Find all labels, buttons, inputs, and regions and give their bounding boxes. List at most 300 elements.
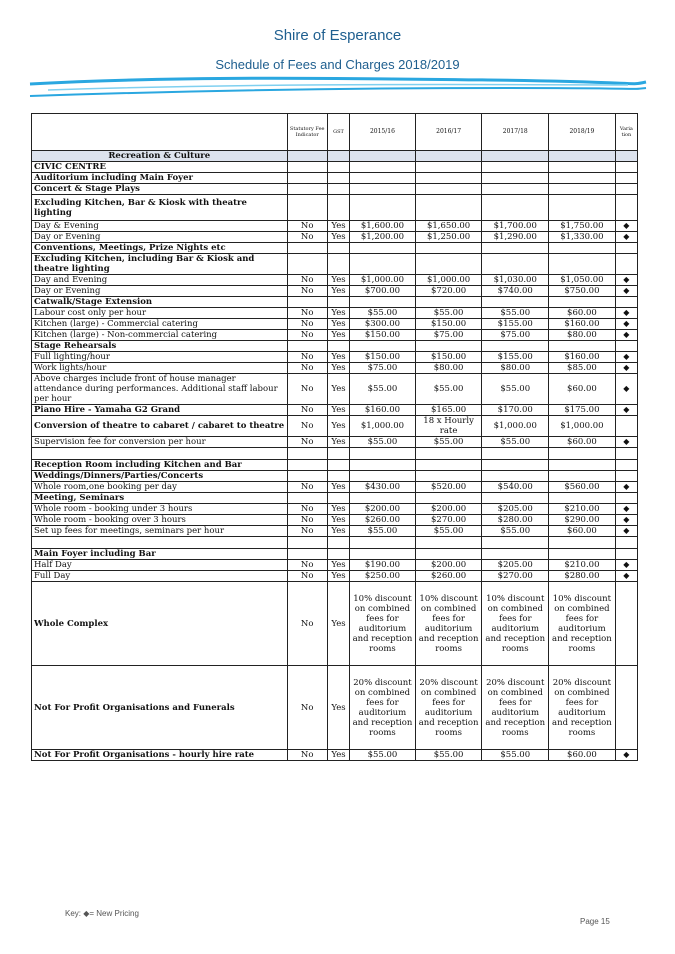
fee-2016-17: $1,650.00 [415,221,482,232]
fee-2016-17: $55.00 [415,308,482,319]
table-row [32,162,638,173]
empty-cell [415,243,482,254]
fee-2017-18: $75.00 [482,330,549,341]
empty-cell [350,151,416,162]
empty-cell [415,297,482,308]
empty-cell [287,549,327,560]
empty-cell [615,341,637,352]
empty-cell [327,151,349,162]
fee-2016-17: 20% discount on combined fees for auditorium and reception rooms [415,666,482,750]
fee-2015-16: $1,600.00 [350,221,416,232]
table-row [32,195,638,221]
variation-marker: ◆ [615,374,637,405]
empty-cell [482,243,549,254]
empty-cell [32,537,288,549]
fee-2018-19: $80.00 [549,330,616,341]
fee-2016-17: $55.00 [415,374,482,405]
empty-cell [615,297,637,308]
statutory-indicator: No [287,750,327,761]
table-row [32,254,638,275]
fee-2016-17: $75.00 [415,330,482,341]
row-heading: Conventions, Meetings, Prize Nights etc [32,243,288,254]
empty-cell [287,173,327,184]
fee-2016-17: $270.00 [415,515,482,526]
fee-2016-17: $200.00 [415,560,482,571]
statutory-indicator: No [287,437,327,448]
empty-cell [415,549,482,560]
empty-cell [287,537,327,549]
empty-cell [549,341,616,352]
variation-marker: ◆ [615,515,637,526]
page-number: Page 15 [580,917,610,926]
statutory-indicator: No [287,560,327,571]
fee-2015-16: $1,200.00 [350,232,416,243]
fee-2018-19: $280.00 [549,571,616,582]
variation-marker: ◆ [615,405,637,416]
fee-2017-18: $55.00 [482,374,549,405]
fee-2018-19: $750.00 [549,286,616,297]
fee-description: Full lighting/hour [32,352,288,363]
empty-cell [415,471,482,482]
statutory-indicator: No [287,416,327,437]
fee-2018-19: $210.00 [549,560,616,571]
fee-2018-19: 20% discount on combined fees for auditorium and reception rooms [549,666,616,750]
empty-cell [615,460,637,471]
header-swoosh-decoration [28,74,648,104]
table-row [32,471,638,482]
empty-cell [350,162,416,173]
fee-2017-18: $170.00 [482,405,549,416]
fee-description: Day and Evening [32,275,288,286]
fee-2015-16: $430.00 [350,482,416,493]
empty-cell [327,162,349,173]
empty-cell [549,173,616,184]
fee-2016-17: $165.00 [415,405,482,416]
fee-2018-19: $1,000.00 [549,416,616,437]
table-row [32,374,638,405]
table-row [32,173,638,184]
fee-2015-16: $160.00 [350,405,416,416]
fee-2017-18: $740.00 [482,286,549,297]
row-heading: Excluding Kitchen, Bar & Kiosk with theatre lighting [32,195,288,221]
empty-cell [615,537,637,549]
empty-cell [350,460,416,471]
fee-2016-17: $1,250.00 [415,232,482,243]
empty-cell [615,162,637,173]
fee-2016-17: $150.00 [415,319,482,330]
gst-indicator: Yes [327,363,349,374]
variation-marker: ◆ [615,363,637,374]
variation-marker: ◆ [615,330,637,341]
empty-cell [287,341,327,352]
fee-2016-17: $720.00 [415,286,482,297]
statutory-indicator: No [287,352,327,363]
gst-indicator: Yes [327,232,349,243]
fee-2017-18: $280.00 [482,515,549,526]
col-2018-19: 2018/19 [549,114,616,151]
table-row [32,243,638,254]
empty-cell [287,297,327,308]
fee-description: Day or Evening [32,232,288,243]
variation-marker: ◆ [615,560,637,571]
table-row [32,308,638,319]
fee-2017-18: $1,000.00 [482,416,549,437]
empty-cell [615,471,637,482]
gst-indicator: Yes [327,560,349,571]
empty-cell [615,173,637,184]
fee-2015-16: 10% discount on combined fees for auditorium and reception rooms [350,582,416,666]
empty-cell [350,537,416,549]
empty-cell [549,184,616,195]
gst-indicator: Yes [327,571,349,582]
empty-cell [350,173,416,184]
gst-indicator: Yes [327,437,349,448]
empty-cell [482,448,549,460]
empty-cell [327,195,349,221]
gst-indicator: Yes [327,482,349,493]
fee-2018-19: $60.00 [549,526,616,537]
empty-cell [327,448,349,460]
gst-indicator: Yes [327,330,349,341]
table-row [32,526,638,537]
variation-marker: ◆ [615,571,637,582]
fee-2017-18: $205.00 [482,560,549,571]
fee-2015-16: $190.00 [350,560,416,571]
table-row [32,232,638,243]
gst-indicator: Yes [327,750,349,761]
fee-2017-18: $540.00 [482,482,549,493]
fee-2015-16: $75.00 [350,363,416,374]
fee-2018-19: $1,750.00 [549,221,616,232]
table-row [32,504,638,515]
gst-indicator: Yes [327,582,349,666]
statutory-indicator: No [287,319,327,330]
row-heading: Reception Room including Kitchen and Bar [32,460,288,471]
table-row [32,549,638,560]
empty-cell [415,254,482,275]
variation-marker: ◆ [615,275,637,286]
gst-indicator: Yes [327,319,349,330]
empty-cell [287,493,327,504]
empty-cell [482,162,549,173]
fee-2016-17: $520.00 [415,482,482,493]
empty-cell [327,460,349,471]
fee-2015-16: $250.00 [350,571,416,582]
empty-cell [327,254,349,275]
empty-cell [615,195,637,221]
fee-description: Whole room,one booking per day [32,482,288,493]
empty-cell [327,493,349,504]
variation-marker: ◆ [615,308,637,319]
statutory-indicator: No [287,526,327,537]
empty-cell [549,448,616,460]
statutory-indicator: No [287,582,327,666]
variation-marker: ◆ [615,750,637,761]
fee-2015-16: $1,000.00 [350,275,416,286]
gst-indicator: Yes [327,221,349,232]
empty-cell [287,162,327,173]
table-row [32,297,638,308]
fee-2017-18: 20% discount on combined fees for auditorium and reception rooms [482,666,549,750]
empty-cell [549,254,616,275]
statutory-indicator: No [287,308,327,319]
empty-cell [327,549,349,560]
fee-description: Work lights/hour [32,363,288,374]
fee-2018-19: $175.00 [549,405,616,416]
empty-cell [615,493,637,504]
empty-cell [415,448,482,460]
gst-indicator: Yes [327,416,349,437]
row-heading: Main Foyer including Bar [32,549,288,560]
empty-cell [350,297,416,308]
statutory-indicator: No [287,275,327,286]
col-2015-16: 2015/16 [350,114,416,151]
fee-description: Supervision fee for conversion per hour [32,437,288,448]
table-row [32,341,638,352]
empty-cell [415,151,482,162]
empty-cell [415,341,482,352]
empty-cell [327,297,349,308]
fee-2016-17: $150.00 [415,352,482,363]
empty-cell [615,549,637,560]
table-row [32,151,638,162]
fee-2016-17: 10% discount on combined fees for auditorium and reception rooms [415,582,482,666]
empty-cell [549,460,616,471]
table-row [32,582,638,666]
empty-cell [415,173,482,184]
fee-2017-18: $55.00 [482,526,549,537]
table-row [32,515,638,526]
empty-cell [549,493,616,504]
statutory-indicator: No [287,504,327,515]
gst-indicator: Yes [327,286,349,297]
fee-description: Full Day [32,571,288,582]
fee-2018-19: $60.00 [549,437,616,448]
variation-marker [615,582,637,666]
empty-cell [415,493,482,504]
fee-2016-17: $260.00 [415,571,482,582]
statutory-indicator: No [287,286,327,297]
empty-cell [549,243,616,254]
fee-2016-17: $55.00 [415,437,482,448]
gst-indicator: Yes [327,374,349,405]
fee-2018-19: $160.00 [549,319,616,330]
pricing-key: Key: ◆= New Pricing [65,909,139,918]
empty-cell [482,173,549,184]
row-heading: Concert & Stage Plays [32,184,288,195]
empty-cell [482,151,549,162]
empty-cell [415,162,482,173]
variation-marker: ◆ [615,504,637,515]
empty-cell [482,341,549,352]
table-row [32,352,638,363]
fee-2017-18: $55.00 [482,750,549,761]
variation-marker: ◆ [615,232,637,243]
col-2016-17: 2016/17 [415,114,482,151]
fee-2016-17: $1,000.00 [415,275,482,286]
fee-2016-17: $200.00 [415,504,482,515]
empty-cell [615,243,637,254]
empty-cell [350,243,416,254]
empty-cell [482,297,549,308]
statutory-indicator: No [287,221,327,232]
fee-2015-16: $700.00 [350,286,416,297]
variation-marker: ◆ [615,352,637,363]
table-row [32,482,638,493]
table-row [32,275,638,286]
fees-table [31,113,638,761]
row-heading: Weddings/Dinners/Parties/Concerts [32,471,288,482]
variation-marker: ◆ [615,437,637,448]
variation-marker [615,416,637,437]
fee-description: Set up fees for meetings, seminars per hour [32,526,288,537]
fee-2015-16: $260.00 [350,515,416,526]
table-row [32,184,638,195]
fee-2017-18: $1,290.00 [482,232,549,243]
fee-2015-16: $150.00 [350,330,416,341]
fee-description: Day & Evening [32,221,288,232]
fee-description: Kitchen (large) - Non-commercial catering [32,330,288,341]
fee-description: Whole room - booking over 3 hours [32,515,288,526]
fee-2016-17: 18 x Hourly rate [415,416,482,437]
fee-2017-18: $155.00 [482,319,549,330]
fee-2016-17: $55.00 [415,750,482,761]
variation-marker: ◆ [615,482,637,493]
table-row [32,537,638,549]
empty-cell [287,184,327,195]
empty-cell [350,254,416,275]
statutory-indicator: No [287,330,327,341]
fee-2018-19: $1,050.00 [549,275,616,286]
empty-cell [615,254,637,275]
fee-2015-16: $55.00 [350,750,416,761]
empty-cell [350,549,416,560]
fee-2018-19: $290.00 [549,515,616,526]
gst-indicator: Yes [327,308,349,319]
empty-cell [350,195,416,221]
empty-cell [482,549,549,560]
fee-2017-18: $270.00 [482,571,549,582]
fee-2015-16: $1,000.00 [350,416,416,437]
row-heading: Catwalk/Stage Extension [32,297,288,308]
col-2017-18: 2017/18 [482,114,549,151]
gst-indicator: Yes [327,352,349,363]
variation-marker: ◆ [615,319,637,330]
fee-2015-16: $55.00 [350,437,416,448]
col-description [32,114,288,151]
statutory-indicator: No [287,571,327,582]
fee-description: Labour cost only per hour [32,308,288,319]
table-row [32,571,638,582]
gst-indicator: Yes [327,504,349,515]
empty-cell [415,184,482,195]
fee-2017-18: $1,030.00 [482,275,549,286]
table-row [32,405,638,416]
variation-marker: ◆ [615,286,637,297]
empty-cell [415,537,482,549]
fee-description: Not For Profit Organisations and Funerals [32,666,288,750]
fee-2016-17: $55.00 [415,526,482,537]
fee-description: Half Day [32,560,288,571]
fee-description: Above charges include front of house manager attendance during performances. Additional staff labour per hour [32,374,288,405]
empty-cell [482,493,549,504]
empty-cell [615,184,637,195]
statutory-indicator: No [287,363,327,374]
fees-table-body [32,151,638,761]
fee-2018-19: $1,330.00 [549,232,616,243]
empty-cell [549,471,616,482]
fee-2015-16: $300.00 [350,319,416,330]
empty-cell [415,460,482,471]
table-row [32,416,638,437]
fee-2015-16: $200.00 [350,504,416,515]
fee-2017-18: $1,700.00 [482,221,549,232]
table-row [32,560,638,571]
gst-indicator: Yes [327,405,349,416]
empty-cell [287,460,327,471]
row-heading: CIVIC CENTRE [32,162,288,173]
fee-2015-16: $55.00 [350,308,416,319]
empty-cell [482,471,549,482]
table-row [32,437,638,448]
empty-cell [549,162,616,173]
table-row [32,330,638,341]
variation-marker: ◆ [615,526,637,537]
statutory-indicator: No [287,405,327,416]
empty-cell [549,537,616,549]
fee-description: Whole room - booking under 3 hours [32,504,288,515]
empty-cell [482,195,549,221]
fee-description: Not For Profit Organisations - hourly hire rate [32,750,288,761]
empty-cell [549,549,616,560]
empty-cell [32,448,288,460]
table-row [32,319,638,330]
empty-cell [327,173,349,184]
table-row [32,666,638,750]
col-gst: GST [327,114,349,151]
statutory-indicator: No [287,515,327,526]
empty-cell [350,448,416,460]
empty-cell [287,151,327,162]
table-row [32,363,638,374]
empty-cell [287,448,327,460]
fee-2018-19: $60.00 [549,374,616,405]
fee-2015-16: $55.00 [350,374,416,405]
table-header-row [32,114,638,151]
row-heading: Excluding Kitchen, including Bar & Kiosk and theatre lighting [32,254,288,275]
fee-description: Day or Evening [32,286,288,297]
schedule-subtitle: Schedule of Fees and Charges 2018/2019 [215,57,460,72]
fee-2018-19: 10% discount on combined fees for auditorium and reception rooms [549,582,616,666]
row-heading: Auditorium including Main Foyer [32,173,288,184]
organisation-title: Shire of Esperance [273,27,402,44]
gst-indicator: Yes [327,515,349,526]
empty-cell [287,243,327,254]
empty-cell [615,151,637,162]
fee-2018-19: $210.00 [549,504,616,515]
empty-cell [350,184,416,195]
empty-cell [415,195,482,221]
table-row [32,221,638,232]
fee-2015-16: 20% discount on combined fees for auditorium and reception rooms [350,666,416,750]
statutory-indicator: No [287,232,327,243]
empty-cell [287,471,327,482]
col-variation: Varia tion [615,114,637,151]
empty-cell [549,195,616,221]
fee-2017-18: $55.00 [482,437,549,448]
empty-cell [350,341,416,352]
section-heading: Recreation & Culture [32,151,288,162]
